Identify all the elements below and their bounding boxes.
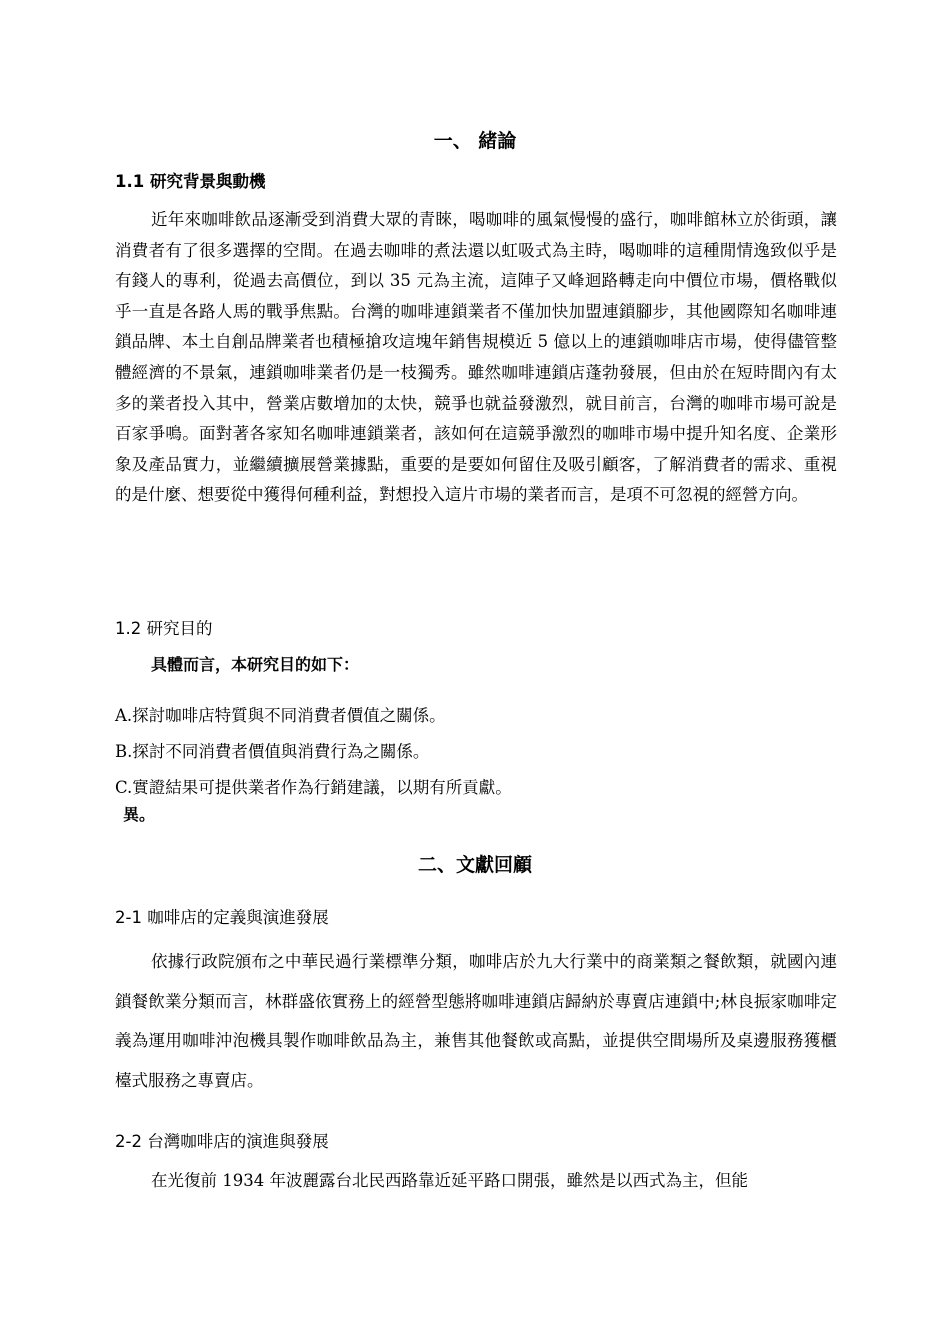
- section-1-1-heading: 1.1 研究背景與動機: [115, 172, 266, 191]
- objective-item-a: A.探討咖啡店特質與不同消費者價值之關係。: [115, 706, 446, 725]
- section-2-1-paragraph: 依據行政院頒布之中華民過行業標準分類，咖啡店於九大行業中的商業類之餐飲類，就國內連鎖餐飲業分類而言，林群盛依實務上的經營型態將咖啡連鎖店歸納於專賣店連鎖中;林良振家咖啡定義為運用咖啡沖泡機具製作咖啡飲品為主，兼售其他餐飲或高點，並提供空間場所及桌邊服務獲櫃檯式服務之專賣店。: [115, 952, 837, 1090]
- section-1-2-heading: 1.2 研究目的: [115, 619, 213, 638]
- chapter-1-title: 一、 緒論: [433, 130, 517, 152]
- section-1-1-paragraph: 近年來咖啡飲品逐漸受到消費大眾的青睞，喝咖啡的風氣慢慢的盛行，咖啡館林立於街頭，讓消費者有了很多選擇的空間。在過去咖啡的煮法還以虹吸式為主時，喝咖啡的這種閒情逸致似乎是有錢人的專利，從過去高價位，到以 35 元為主流，這陣子又峰迴路轉走向中價位市場，價格戰似乎一直是各路人馬的戰爭焦點。台灣的咖啡連鎖業者不僅加快加盟連鎖腳步，其他國際知名咖啡連鎖品牌、本土自創品牌業者也積極搶攻這塊年銷售規模近 5 億以上的連鎖咖啡店市場，使得儘管整體經濟的不景氣，連鎖咖啡業者仍是一枝獨秀。雖然咖啡連鎖店蓬勃發展，但由於在短時間內有太多的業者投入其中，營業店數增加的太快，競爭也就益發激烈，就目前言，台灣的咖啡市場可說是百家爭鳴。面對著各家知名咖啡連鎖業者，該如何在這競爭激烈的咖啡市場中提升知名度、企業形象及產品實力，並繼續擴展營業據點，重要的是要如何留住及吸引顧客，了解消費者的需求、重視的是什麼、想要從中獲得何種利益，對想投入這片市場的業者而言，是項不可忽視的經營方向。: [115, 210, 837, 505]
- stray-text: 異。: [123, 805, 156, 824]
- chapter-2-title: 二、文獻回顧: [417, 854, 532, 876]
- objective-item-b: B.探討不同消費者價值與消費行為之關係。: [115, 742, 430, 761]
- objectives-lead: 具體而言，本研究目的如下：: [151, 655, 360, 674]
- section-2-2-heading: 2-2 台灣咖啡店的演進與發展: [115, 1132, 329, 1151]
- section-2-2-paragraph: 在光復前 1934 年波麗露台北民西路靠近延平路口開張，雖然是以西式為主，但能: [151, 1171, 748, 1190]
- objective-item-c: C.實證結果可提供業者作為行銷建議，以期有所貢獻。: [115, 778, 512, 797]
- section-2-1-heading: 2-1 咖啡店的定義與演進發展: [115, 908, 329, 927]
